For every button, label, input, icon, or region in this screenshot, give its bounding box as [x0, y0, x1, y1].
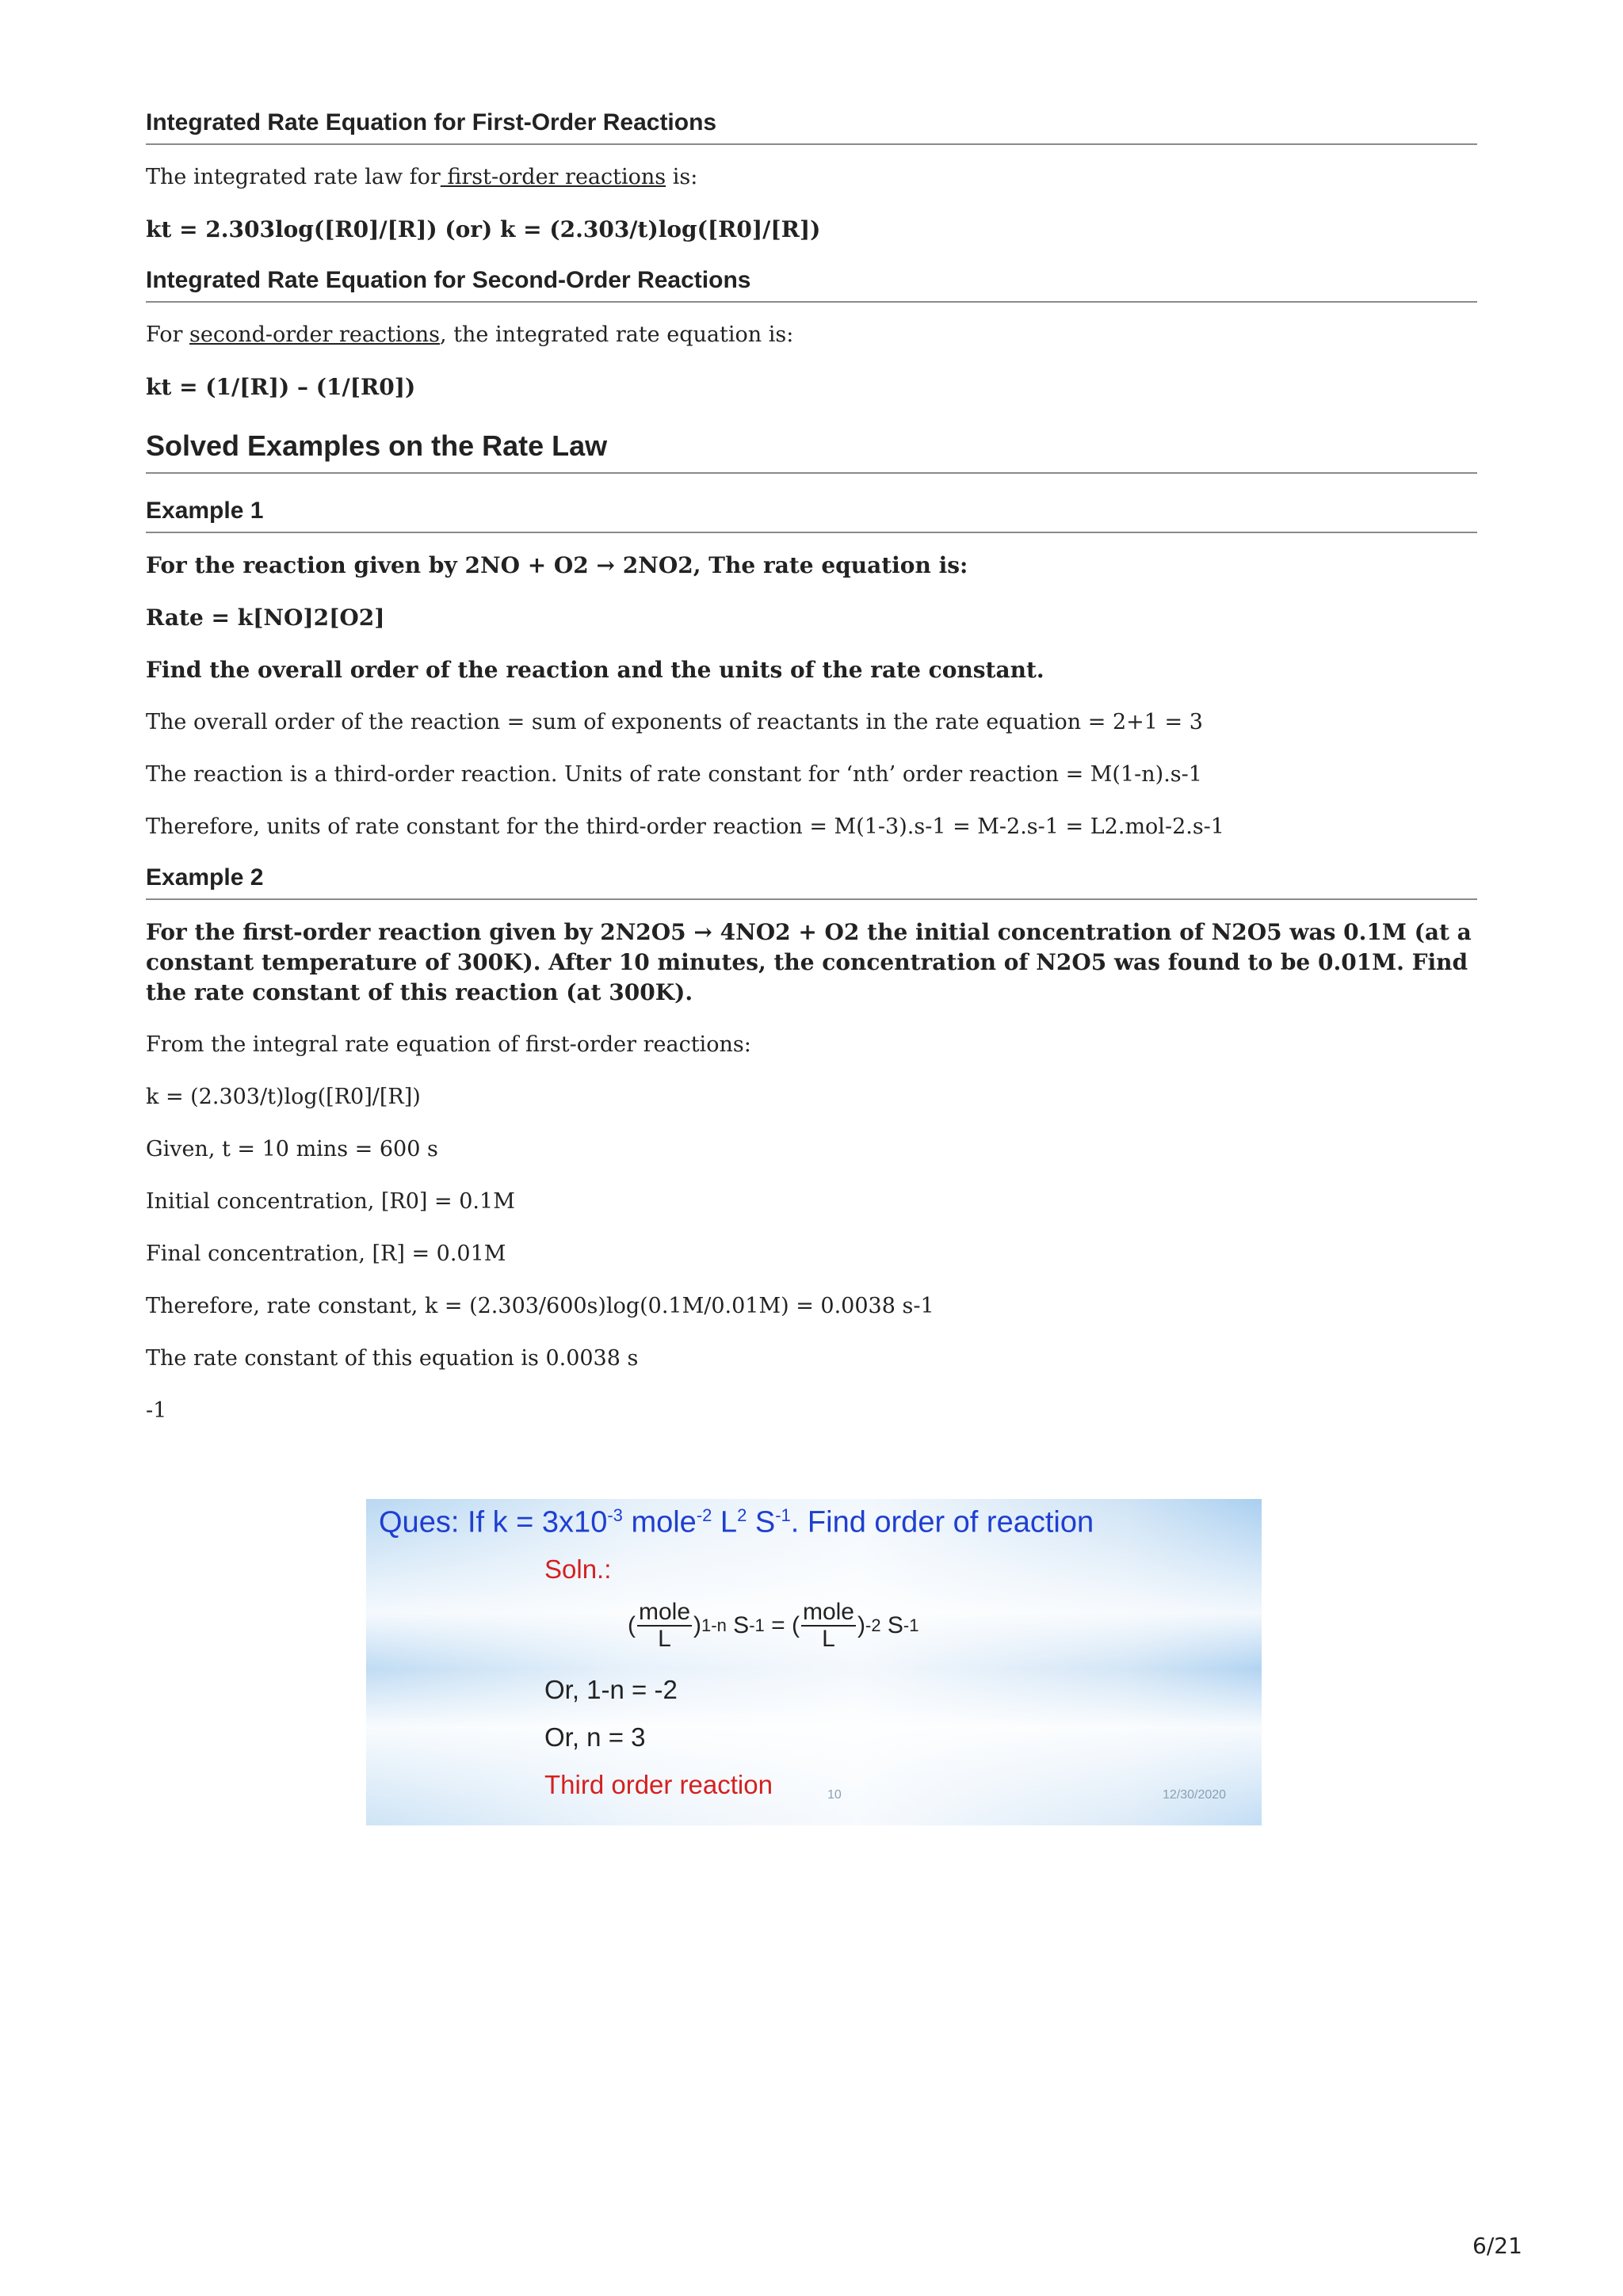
slide-q-end: . Find order of reaction [790, 1505, 1094, 1539]
slide-conclusion: Third order reaction [544, 1770, 773, 1799]
example-1-answer-1: The overall order of the reaction = sum of exponents of reactants in the rate equation = 2+1 = 3 [146, 710, 1203, 734]
page-number: 6/21 [1472, 2233, 1522, 2259]
example-1-question-2: Rate = k[NO]2[O2] [146, 605, 385, 631]
example-2-answer-2: k = (2.303/t)log([R0]/[R]) [146, 1085, 421, 1109]
slide-line-2: Or, n = 3 [544, 1722, 646, 1752]
slide-equation: ( $\frac{\text{mole}}{L}$ ) 1-n S -1 = ( $\frac{\text{mole}}{L}$ ) -2 S -1 [628, 1599, 919, 1652]
unit-s: S [733, 1612, 750, 1638]
equals-sign: = [771, 1612, 785, 1638]
slide-question [379, 1505, 1094, 1540]
first-order-heading: Integrated Rate Equation for First-Order Reactions [146, 109, 1477, 145]
first-order-intro [146, 162, 1477, 193]
example-2-answer-4: Initial concentration, [R0] = 0.1M [146, 1189, 515, 1214]
fraction-left [637, 1600, 692, 1651]
slide-q-exp: -3 [607, 1505, 623, 1525]
second-order-intro-end: , the integrated rate equation is: [440, 322, 794, 347]
unit-s-exp: -1 [903, 1615, 919, 1635]
fraction-denominator: L [822, 1626, 835, 1652]
example-2-answer-8: -1 [146, 1398, 167, 1423]
exponent-right: -2 [865, 1615, 881, 1635]
lecture-slide-image [366, 1499, 1262, 1825]
example-2-answer-1: From the integral rate equation of first-order reactions: [146, 1032, 751, 1057]
slide-q-exp: -1 [775, 1505, 791, 1525]
slide-q-l: L [712, 1505, 738, 1539]
example-2-heading: Example 2 [146, 864, 1477, 900]
exponent-left: 1-n [701, 1615, 727, 1635]
example-2-answer-5: Final concentration, [R] = 0.01M [146, 1241, 506, 1266]
example-2-answer-7: The rate constant of this equation is 0.0038 s [146, 1346, 639, 1371]
unit-s-exp: -1 [749, 1615, 765, 1635]
first-order-intro-text: The integrated rate law for [146, 165, 441, 189]
fraction-numerator: mole [639, 1599, 691, 1625]
example-1-answer-3: Therefore, units of rate constant for the third-order reaction = M(1-3).s-1 = M-2.s-1 = L2.mol-2.s-1 [146, 814, 1224, 839]
slide-date: 12/30/2020 [1163, 1788, 1227, 1802]
slide-q-s: S [747, 1505, 776, 1539]
second-order-intro-text: For [146, 322, 190, 347]
slide-number: 10 [827, 1788, 842, 1802]
example-2-answer-6: Therefore, rate constant, k = (2.303/600s)log(0.1M/0.01M) = 0.0038 s-1 [146, 1294, 934, 1318]
example-1-question-1: For the reaction given by 2NO + O2 → 2NO2, The rate equation is: [146, 552, 968, 578]
slide-line-1: Or, 1-n = -2 [544, 1675, 678, 1704]
slide-q-text: Ques: If k = 3x10 [379, 1505, 608, 1539]
unit-s: S [887, 1612, 903, 1638]
slide-solution-label: Soln.: [544, 1554, 612, 1584]
slide-q-exp: -2 [696, 1505, 712, 1525]
fraction-numerator: mole [802, 1599, 854, 1625]
slide-q-exp: 2 [737, 1505, 747, 1525]
example-1-question-3: Find the overall order of the reaction and the units of the rate constant. [146, 657, 1044, 683]
first-order-intro-end: is: [666, 165, 698, 189]
fraction-denominator: L [658, 1626, 671, 1652]
second-order-intro [146, 320, 1477, 350]
solved-examples-heading: Solved Examples on the Rate Law [146, 429, 1477, 474]
example-1-heading: Example 1 [146, 498, 1477, 533]
article-content [146, 109, 1477, 1448]
first-order-reactions-link[interactable]: first-order reactions [440, 165, 666, 189]
second-order-heading: Integrated Rate Equation for Second-Order Reactions [146, 267, 1477, 303]
second-order-reactions-link[interactable]: second-order reactions [189, 322, 441, 347]
second-order-equation: kt = (1/[R]) – (1/[R0]) [146, 374, 416, 400]
example-2-answer-3: Given, t = 10 mins = 600 s [146, 1137, 438, 1161]
slide-q-mole: mole [622, 1505, 697, 1539]
first-order-equation: kt = 2.303log([R0]/[R]) (or) k = (2.303/t)log([R0]/[R]) [146, 216, 821, 242]
fraction-right [801, 1600, 856, 1651]
example-2-question: For the first-order reaction given by 2N2O5 → 4NO2 + O2 the initial concentration of N2O5 was 0.1M (at a constant temperature of 300K). After 10 minutes, the concentration of N2O5 was found to be 0.01M. Find the rate constant of this reaction (at 300K). [146, 919, 1472, 1005]
example-1-answer-2: The reaction is a third-order reaction. Units of rate constant for ‘nth’ order reaction = M(1-n).s-1 [146, 762, 1202, 787]
